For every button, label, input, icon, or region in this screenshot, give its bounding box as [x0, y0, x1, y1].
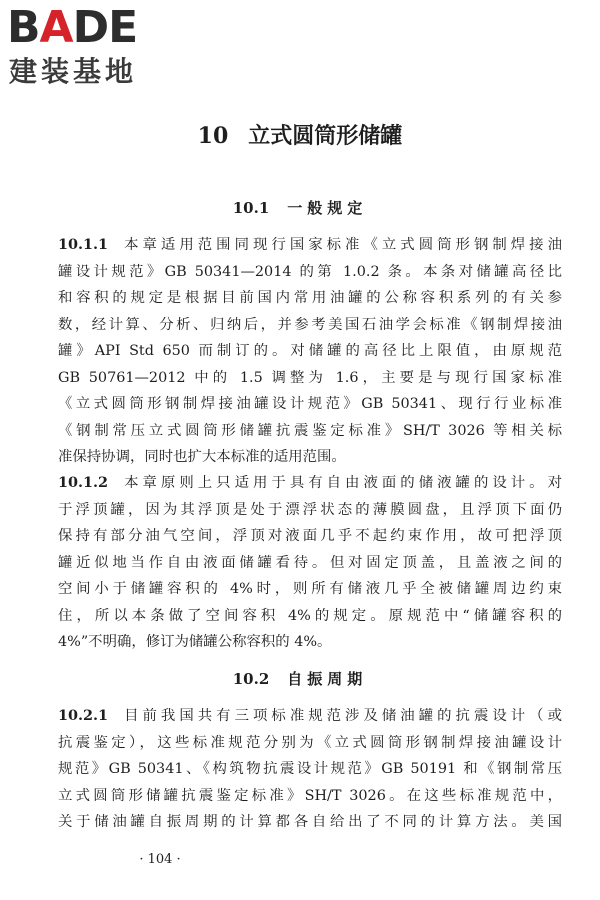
section-title: 一般规定 [287, 199, 368, 217]
text-line: 空间小于储罐容积的 4%时，则所有储液几乎全被储罐周边约束 [58, 581, 562, 597]
logo-wordmark [7, 4, 137, 52]
clause-paragraph [58, 470, 562, 656]
bade-logo [7, 4, 177, 92]
logo-letter-a: A [39, 2, 73, 53]
clause-number: 10.1.2 [58, 474, 109, 491]
logo-letters-de: DE [72, 2, 138, 53]
text-line: 罐》API Std 650 而制订的。对储罐的高径比上限值，由原规范 [58, 343, 562, 359]
text-line: 关于储油罐自振周期的计算都各自给出了不同的计算方法。美国 [58, 814, 562, 830]
text-line: 立式圆筒形储罐抗震鉴定标准》SH/T 3026。在这些标准规范中， [58, 787, 562, 804]
line-text: 本章原则上只适用于具有自由液面的储液罐的设计。对 [120, 475, 562, 491]
text-line: 准保持协调，同时也扩大本标准的适用范围。 [58, 449, 346, 465]
clause-paragraph [58, 703, 562, 836]
chapter-number: 10 [197, 123, 229, 149]
text-line [58, 232, 562, 259]
text-line: 抗震鉴定），这些标准规范分别为《立式圆筒形钢制焊接油罐设计 [58, 734, 562, 751]
text-line: 于浮顶罐，因为其浮顶是处于漂浮状态的薄膜圆盘，且浮顶下面仍 [58, 501, 562, 518]
section-heading [0, 197, 600, 219]
chapter-name: 立式圆筒形储罐 [248, 123, 403, 149]
clause-number: 10.1.1 [58, 236, 109, 253]
clause-paragraph [58, 232, 562, 471]
clause-number: 10.2.1 [58, 707, 109, 724]
text-line: 数，经计算、分析、归纳后，并参考美国石油学会标准《钢制焊接油 [58, 316, 562, 333]
text-line: 《立式圆筒形钢制焊接油罐设计规范》GB 50341、现行行业标准 [58, 396, 562, 412]
section-title: 自振周期 [287, 670, 368, 688]
text-line: 住，所以本条做了空间容积 4%的规定。原规范中“储罐容积的 [58, 607, 562, 624]
text-line [58, 703, 562, 730]
text-line: 罐近似地当作自由液面储罐看待。但对固定顶盖，且盖液之间的 [58, 554, 562, 571]
page-number: · 104 · [139, 852, 181, 867]
text-line: 规范》GB 50341、《构筑物抗震设计规范》GB 50191 和《钢制常压 [58, 761, 562, 777]
text-line: 《钢制常压立式圆筒形储罐抗震鉴定标准》SH/T 3026 等相关标 [58, 422, 562, 439]
text-line: 和容积的规定是根据目前国内常用油罐的公称容积系列的有关参 [58, 290, 562, 306]
logo-letter-b: B [7, 2, 40, 53]
text-line: 保持有部分油气空间，浮顶对液面几乎不起约束作用，故可把浮顶 [58, 528, 562, 544]
logo-subtitle: 建装基地 [9, 55, 138, 88]
line-text: 目前我国共有三项标准规范涉及储油罐的抗震设计（或 [120, 708, 562, 724]
section-number: 10.1 [232, 199, 270, 217]
section-number: 10.2 [232, 670, 270, 688]
text-line [58, 470, 562, 497]
section-heading [0, 668, 600, 690]
chapter-title [0, 121, 600, 151]
line-text: 本章适用范围同现行国家标准《立式圆筒形钢制焊接油 [120, 237, 562, 253]
text-line: GB 50761—2012 中的 1.5 调整为 1.6，主要是与现行国家标准 [58, 369, 562, 386]
text-line: 罐设计规范》GB 50341—2014 的第 1.0.2 条。本条对储罐高径比 [58, 263, 562, 280]
text-line: 4%”不明确，修订为储罐公称容积的 4%。 [58, 634, 332, 650]
